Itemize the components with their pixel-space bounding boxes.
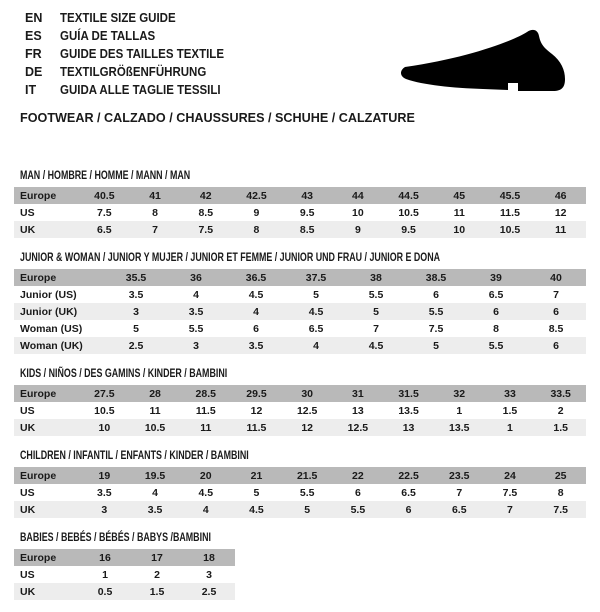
size-cell: 33	[504, 387, 516, 400]
size-cell: 46	[554, 189, 567, 202]
size-cell: 9	[354, 223, 361, 236]
size-cell: 3	[101, 503, 108, 516]
size-cell: 27.5	[94, 387, 115, 400]
size-cell: 4.5	[248, 288, 264, 301]
size-cell: 6	[354, 486, 361, 499]
size-cell: 10.5	[94, 404, 115, 417]
size-cell: 3	[193, 339, 199, 352]
size-cell: 2	[154, 568, 160, 581]
size-table-section	[14, 250, 586, 354]
size-cell: 10.5	[144, 421, 166, 434]
size-cell: 1	[102, 568, 108, 581]
size-cell: 3.5	[248, 339, 264, 352]
size-cell: 3	[206, 568, 212, 581]
size-cell: 3	[133, 305, 139, 318]
row-label: Europe	[20, 469, 57, 482]
language-label: GUIDA ALLE TAGLIE TESSILI	[60, 83, 221, 97]
size-cell: 4	[193, 288, 199, 301]
size-cell: 11.5	[500, 206, 520, 219]
size-cell: 4	[313, 339, 319, 352]
size-cell: 5	[253, 486, 260, 499]
size-cell: 4.5	[198, 486, 214, 499]
size-cell: 8	[152, 206, 158, 219]
size-cell: 19	[98, 469, 111, 482]
size-table	[14, 269, 586, 354]
language-code: ES	[25, 29, 42, 43]
table-row	[14, 269, 586, 286]
table-row	[14, 187, 586, 204]
size-cell: 21.5	[296, 469, 318, 482]
size-cell: 8	[557, 486, 564, 499]
row-label: Europe	[20, 551, 57, 564]
size-cell: 12.5	[347, 421, 369, 434]
category-header: FOOTWEAR / CALZADO / CHAUSSURES / SCHUHE / CALZATURE	[20, 110, 415, 125]
table-title: CHILDREN / INFANTIL / ENFANTS / KINDER / BAMBINI	[20, 448, 249, 462]
size-cell: 39	[490, 271, 502, 284]
size-cell: 13.5	[449, 421, 470, 434]
size-cell: 10	[352, 206, 364, 219]
size-cell: 18	[203, 551, 215, 564]
size-cell: 5.5	[488, 339, 504, 352]
size-cell: 2.5	[128, 339, 144, 352]
size-cell: 22	[352, 469, 364, 482]
legend-item	[25, 9, 238, 27]
size-cell: 7.5	[198, 223, 214, 236]
size-table-section	[14, 530, 586, 600]
size-cell: 1.5	[553, 421, 568, 434]
size-cell: 12	[554, 206, 567, 219]
size-table	[14, 467, 586, 518]
size-cell: 5.5	[350, 503, 366, 516]
size-cell: 1	[456, 404, 463, 417]
row-label: US	[20, 206, 35, 219]
size-cell: 16	[99, 551, 111, 564]
size-cell: 20	[199, 469, 212, 482]
row-label: Junior (US)	[20, 288, 77, 301]
size-cell: 10	[453, 223, 466, 236]
row-label: Europe	[20, 189, 57, 202]
size-cell: 2	[557, 404, 564, 417]
table-title: JUNIOR & WOMAN / JUNIOR Y MUJER / JUNIOR ET FEMME / JUNIOR UND FRAU / JUNIOR E DONA	[20, 250, 441, 264]
size-cell: 7	[373, 322, 379, 335]
size-cell: 38.5	[425, 271, 447, 284]
size-cell: 3.5	[188, 305, 204, 318]
size-cell: 13	[402, 421, 415, 434]
table-row	[14, 419, 586, 436]
table-title: MAN / HOMBRE / HOMME / MANN / MAN	[20, 168, 191, 182]
size-cell: 12	[250, 404, 263, 417]
size-cell: 5.5	[188, 322, 204, 335]
size-cell: 4	[152, 486, 158, 499]
row-label: UK	[20, 585, 36, 598]
size-cell: 42.5	[246, 189, 267, 202]
size-cell: 12	[301, 421, 313, 434]
size-cell: 9.5	[299, 206, 315, 219]
size-cell: 4.5	[308, 305, 324, 318]
size-cell: 4.5	[249, 503, 264, 516]
size-cell: 11	[555, 223, 567, 236]
size-cell: 8	[493, 322, 499, 335]
size-cell: 11	[149, 404, 161, 417]
table-row	[14, 467, 586, 484]
size-cell: 33.5	[550, 387, 571, 400]
size-cell: 10.5	[398, 206, 419, 219]
size-cell: 37.5	[305, 271, 327, 284]
size-cell: 1.5	[502, 404, 518, 417]
size-cell: 38	[370, 271, 382, 284]
row-label: US	[20, 486, 35, 499]
size-cell: 7.5	[502, 486, 518, 499]
size-tables	[14, 168, 586, 612]
table-title: BABIES / BEBÉS / BÉBÉS / BABYS /BAMBINI	[20, 530, 211, 544]
size-cell: 8.5	[299, 223, 315, 236]
size-cell: 21	[250, 469, 263, 482]
size-cell: 41	[149, 189, 161, 202]
size-cell: 5.5	[428, 305, 444, 318]
size-cell: 12.5	[296, 404, 318, 417]
row-label: Junior (UK)	[20, 305, 78, 318]
language-label: TEXTILE SIZE GUIDE	[60, 11, 176, 25]
language-code: FR	[25, 47, 42, 61]
language-code: DE	[25, 65, 43, 79]
size-cell: 0.5	[97, 585, 113, 598]
table-row	[14, 286, 586, 303]
size-cell: 6.5	[97, 223, 112, 236]
language-label: GUIDE DES TAILLES TEXTILE	[60, 47, 225, 61]
size-cell: 6.5	[451, 503, 467, 516]
size-cell: 9.5	[401, 223, 416, 236]
size-cell: 36	[190, 271, 202, 284]
size-cell: 6	[493, 305, 499, 318]
size-cell: 31.5	[398, 387, 419, 400]
size-cell: 31	[352, 387, 364, 400]
size-cell: 7	[152, 223, 158, 236]
legend-item	[25, 81, 238, 99]
size-cell: 6	[553, 339, 559, 352]
size-cell: 4.5	[368, 339, 384, 352]
size-cell: 29.5	[246, 387, 267, 400]
size-cell: 9	[253, 206, 260, 219]
size-cell: 5	[304, 503, 311, 516]
size-cell: 5.5	[299, 486, 315, 499]
table-row	[14, 385, 586, 402]
size-cell: 1	[507, 421, 513, 434]
size-table	[14, 549, 235, 600]
size-cell: 30	[301, 387, 313, 400]
size-cell: 2.5	[201, 585, 217, 598]
row-label: US	[20, 568, 35, 581]
table-row	[14, 320, 586, 337]
size-cell: 7.5	[97, 206, 112, 219]
size-cell: 11.5	[246, 421, 267, 434]
table-row	[14, 549, 235, 566]
size-cell: 6	[553, 305, 559, 318]
size-cell: 8	[253, 223, 260, 236]
row-label: UK	[20, 503, 36, 516]
language-legend	[25, 9, 238, 99]
row-label: Europe	[20, 271, 57, 284]
size-table	[14, 385, 586, 436]
size-cell: 4	[202, 503, 209, 516]
size-cell: 5	[373, 305, 379, 318]
size-cell: 7.5	[553, 503, 568, 516]
language-label: TEXTILGRÖßENFÜHRUNG	[60, 65, 207, 79]
size-cell: 7.5	[428, 322, 444, 335]
size-cell: 8.5	[548, 322, 564, 335]
size-cell: 40	[550, 271, 562, 284]
size-cell: 5	[133, 322, 139, 335]
table-row	[14, 337, 586, 354]
row-label: UK	[20, 223, 36, 236]
size-cell: 5	[313, 288, 319, 301]
table-title: KIDS / NIÑOS / DES GAMINS / KINDER / BAMBINI	[20, 366, 228, 380]
size-table-section	[14, 366, 586, 436]
size-cell: 43	[301, 189, 313, 202]
table-row	[14, 204, 586, 221]
row-label: US	[20, 404, 35, 417]
size-cell: 7	[553, 288, 559, 301]
legend-item	[25, 45, 238, 63]
size-cell: 3.5	[97, 486, 112, 499]
table-row	[14, 221, 586, 238]
size-cell: 1.5	[149, 585, 165, 598]
size-cell: 36.5	[245, 271, 267, 284]
size-cell: 10	[98, 421, 111, 434]
size-cell: 40.5	[94, 189, 115, 202]
size-cell: 11	[453, 206, 465, 219]
row-label: UK	[20, 421, 36, 434]
row-label: Woman (US)	[20, 322, 83, 335]
table-row	[14, 484, 586, 501]
size-cell: 44.5	[398, 189, 419, 202]
size-cell: 13.5	[398, 404, 419, 417]
size-cell: 7	[507, 503, 513, 516]
size-cell: 11.5	[195, 404, 216, 417]
size-table	[14, 187, 586, 238]
size-cell: 35.5	[125, 271, 147, 284]
size-cell: 42	[199, 189, 212, 202]
size-cell: 6	[405, 503, 412, 516]
size-table-section	[14, 168, 586, 238]
table-row	[14, 583, 235, 600]
size-cell: 4	[253, 305, 259, 318]
row-label: Woman (UK)	[20, 339, 83, 352]
size-cell: 22.5	[398, 469, 419, 482]
legend-item	[25, 63, 238, 81]
size-cell: 7	[456, 486, 463, 499]
table-row	[14, 501, 586, 518]
size-cell: 28	[149, 387, 161, 400]
size-cell: 44	[352, 189, 364, 202]
size-cell: 24	[504, 469, 516, 482]
size-cell: 13	[352, 404, 364, 417]
table-row	[14, 566, 235, 583]
language-label: GUÍA DE TALLAS	[60, 29, 156, 43]
size-cell: 6.5	[308, 322, 324, 335]
size-cell: 11	[200, 421, 212, 434]
size-cell: 10.5	[499, 223, 521, 236]
size-cell: 32	[453, 387, 466, 400]
size-cell: 3.5	[128, 288, 144, 301]
table-row	[14, 402, 586, 419]
size-cell: 28.5	[195, 387, 216, 400]
size-cell: 17	[151, 551, 163, 564]
size-cell: 5.5	[368, 288, 384, 301]
size-table-section	[14, 448, 586, 518]
size-cell: 19.5	[144, 469, 166, 482]
size-cell: 8.5	[198, 206, 214, 219]
language-code: EN	[25, 11, 43, 25]
legend-item	[25, 27, 238, 45]
size-cell: 45.5	[499, 189, 521, 202]
language-code: IT	[25, 83, 37, 97]
size-cell: 25	[554, 469, 567, 482]
size-cell: 45	[453, 189, 466, 202]
size-cell: 23.5	[449, 469, 470, 482]
size-cell: 6	[433, 288, 439, 301]
row-label: Europe	[20, 387, 57, 400]
table-row	[14, 303, 586, 320]
size-cell: 5	[433, 339, 439, 352]
size-cell: 3.5	[147, 503, 163, 516]
shoe-icon	[398, 26, 573, 98]
size-cell: 6.5	[401, 486, 416, 499]
size-cell: 6	[253, 322, 259, 335]
size-cell: 6.5	[488, 288, 504, 301]
